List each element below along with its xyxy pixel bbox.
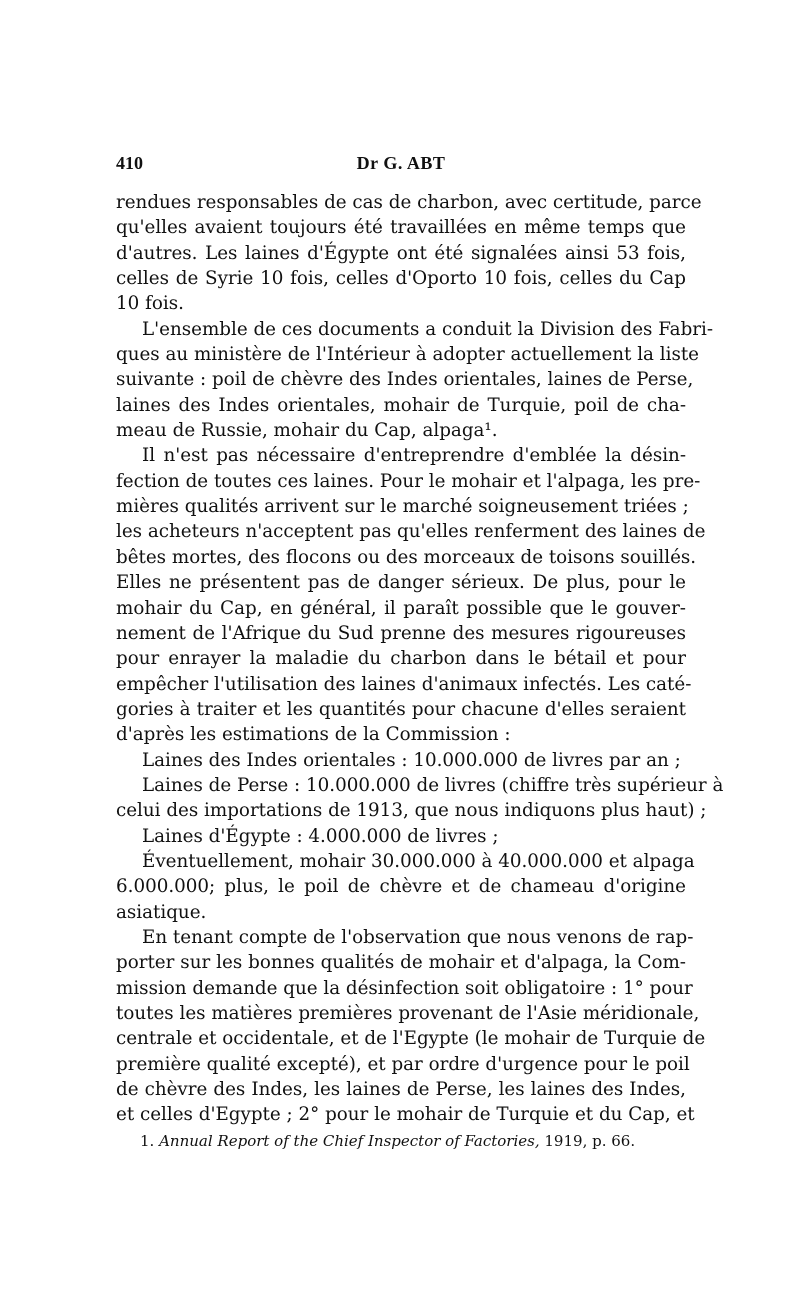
text-line: Elles ne présentent pas de danger sérieux. De plus, pour le [116,572,686,594]
page-number: 410 [116,153,143,173]
text-line: mohair du Cap, en général, il paraît possible que le gouver- [116,597,686,619]
text-line: Éventuellement, mohair 30.000.000 à 40.000.000 et alpaga [142,850,695,872]
text-line: laines des Indes orientales, mohair de Turquie, poil de cha- [116,394,686,416]
text-line: L'ensemble de ces documents a conduit la Division des Fabri- [142,318,714,340]
text-line: ques au ministère de l'Intérieur à adopter actuellement la liste [116,344,699,366]
text-line: première qualité excepté), et par ordre d'urgence pour le poil [116,1053,690,1075]
text-line: mières qualités arrivent sur le marché soigneusement triées ; [116,496,689,518]
text-line: Il n'est pas nécessaire d'entreprendre d'emblée la désin- [142,445,686,467]
text-line: qu'elles avaient toujours été travaillées en même temps que [116,217,686,239]
text-line: 10 fois. [116,293,184,315]
text-line: 6.000.000; plus, le poil de chèvre et de chameau d'origine [116,876,686,898]
text-line: empêcher l'utilisation des laines d'animaux infectés. Les caté- [116,673,692,695]
text-line: mission demande que la désinfection soit obligatoire : 1° pour [116,977,693,999]
text-line: les acheteurs n'acceptent pas qu'elles renferment des laines de [116,521,706,543]
text-line: suivante : poil de chèvre des Indes orientales, laines de Perse, [116,369,694,391]
text-line: meau de Russie, mohair du Cap, alpaga¹. [116,420,498,442]
body-text [116,190,724,1128]
text-line: fection de toutes ces laines. Pour le mohair et l'alpaga, les pre- [116,470,701,492]
running-head: Dr G. ABT [356,153,446,173]
text-line: celui des importations de 1913, que nous indiquons plus haut) ; [116,800,707,822]
footnote-title: Annual Report of the Chief Inspector of Factories, [159,1132,540,1150]
text-line: d'autres. Les laines d'Égypte ont été signalées ainsi 53 fois, [116,242,686,264]
text-line: et celles d'Egypte ; 2° pour le mohair de Turquie et du Cap, et [116,1104,695,1126]
text-line: pour enrayer la maladie du charbon dans le bétail et pour [116,648,686,670]
text-line: En tenant compte de l'observation que nous venons de rap- [142,926,694,948]
text-line: asiatique. [116,901,207,923]
text-line: nement de l'Afrique du Sud prenne des mesures rigoureuses [116,622,686,644]
text-line: d'après les estimations de la Commission : [116,724,511,746]
text-line: celles de Syrie 10 fois, celles d'Oporto 10 fois, celles du Cap [116,268,686,290]
text-line: toutes les matières premières provenant de l'Asie méridionale, [116,1003,700,1024]
footnote-citation: 1919, p. 66. [539,1132,636,1150]
text-line: porter sur les bonnes qualités de mohair et d'alpaga, la Com- [116,952,686,974]
text-line: Laines d'Égypte : 4.000.000 de livres ; [142,825,499,847]
text-line: de chèvre des Indes, les laines de Perse, les laines des Indes, [116,1079,686,1101]
text-line: Laines des Indes orientales : 10.000.000 de livres par an ; [142,749,681,771]
text-line: centrale et occidentale, et de l'Egypte (le mohair de Turquie de [116,1028,706,1050]
footnote-number: 1. [140,1132,155,1150]
text-line: Laines de Perse : 10.000.000 de livres (chiffre très supérieur à [142,774,724,796]
text-line: rendues responsables de cas de charbon, avec certitude, parce [116,192,702,213]
footnote [140,1131,700,1151]
text-line: gories à traiter et les quantités pour chacune d'elles seraient [116,698,686,720]
page-header [116,153,686,177]
text-line: bêtes mortes, des flocons ou des morceaux de toisons souillés. [116,546,697,568]
